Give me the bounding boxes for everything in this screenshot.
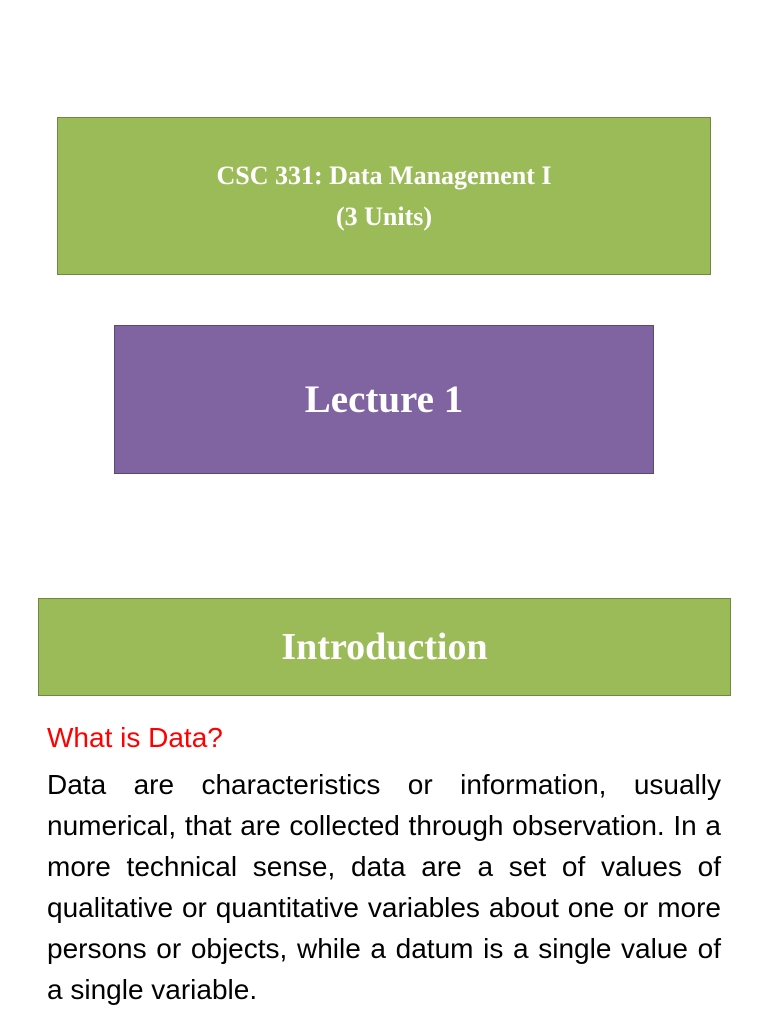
lecture-box [114, 325, 654, 474]
section-heading-box [38, 598, 731, 696]
section-heading: Introduction [281, 626, 488, 668]
section-paragraph: Data are characteristics or information, usually numerical, that are collected through observation. In a more technical sense, data are a set of values of qualitative or quantitative variables about one or more persons or objects, while a datum is a single value of a single variable. [47, 769, 721, 1005]
course-title: CSC 331: Data Management I [216, 161, 552, 190]
course-units: (3 Units) [335, 202, 433, 231]
lecture-label: Lecture 1 [304, 378, 464, 421]
course-title-box [57, 117, 711, 275]
section-question: What is Data? [47, 722, 223, 753]
